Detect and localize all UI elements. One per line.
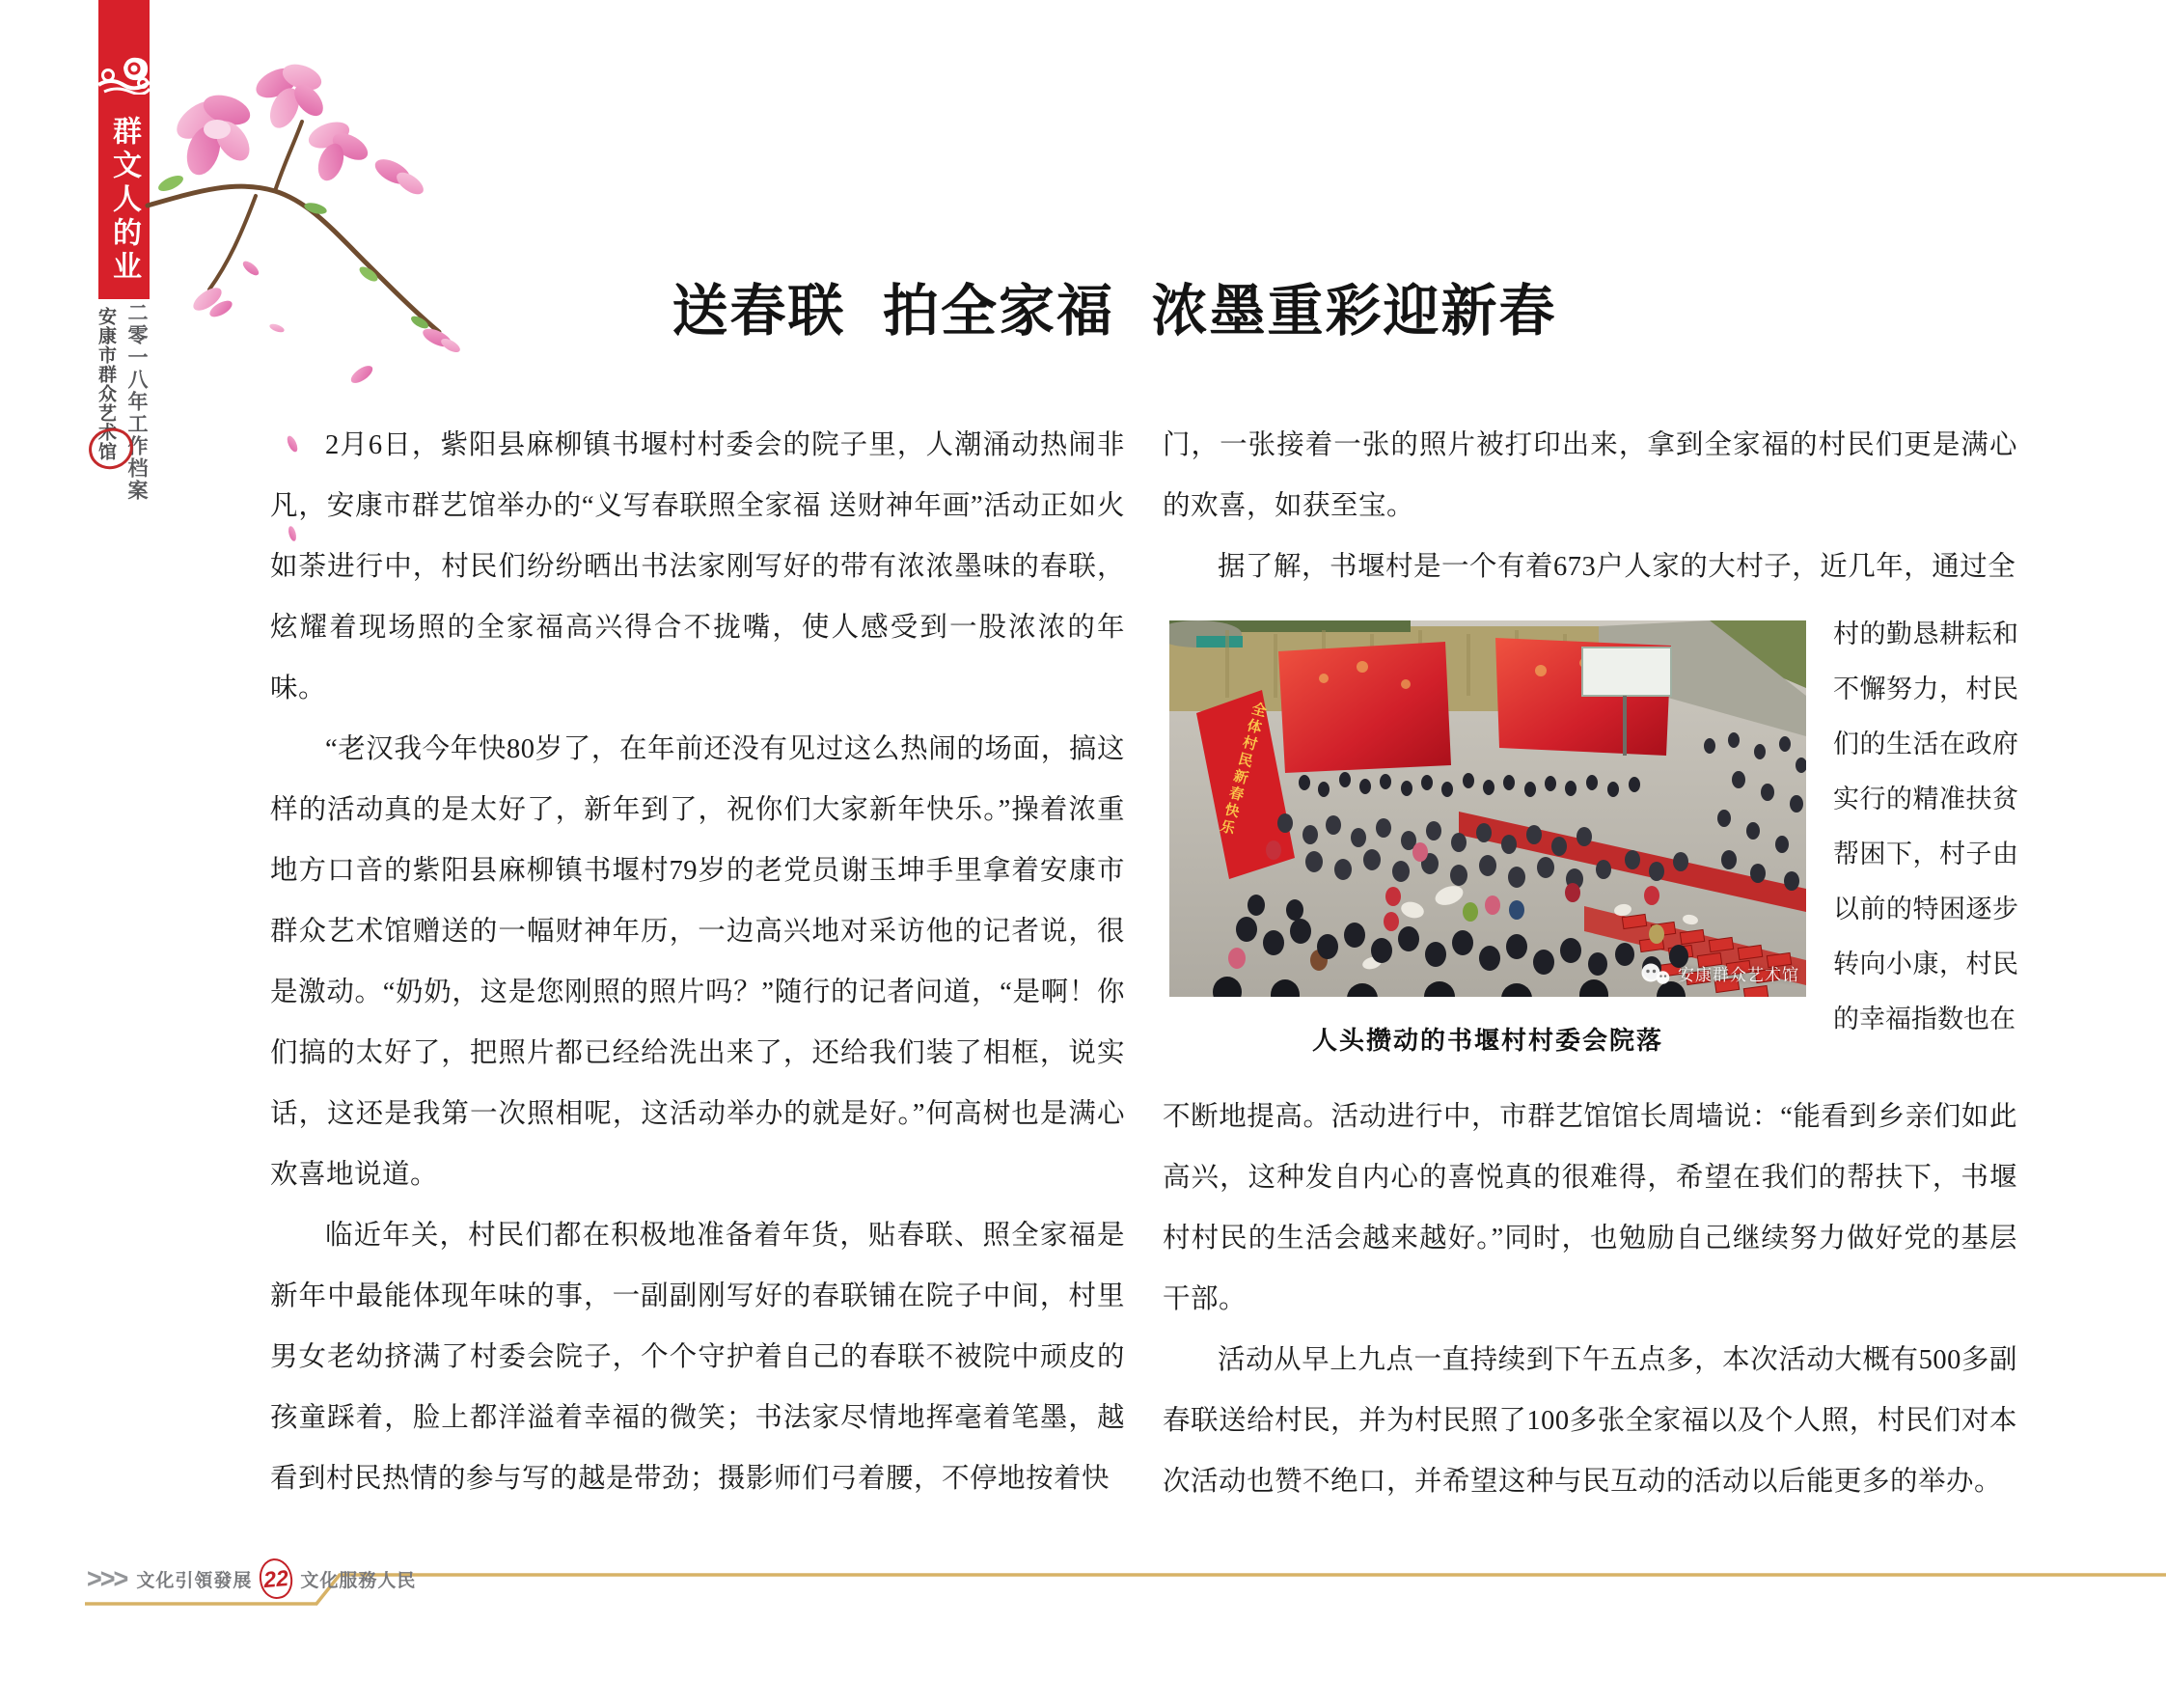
wechat-icon (1640, 963, 1671, 987)
article-title: 送春联 拍全家福 浓墨重彩迎新春 (672, 279, 1557, 343)
sidebar-red-banner (57, 0, 150, 299)
footer (87, 1561, 416, 1596)
sidebar-archive-label: 二零一八年工作档案 (125, 302, 148, 502)
article-right-column (1163, 415, 2017, 1512)
footer-right-label: 文化服務人民 (300, 1570, 417, 1591)
paragraph: 2月6日，紫阳县麻柳镇书堰村村委会的院子里，人潮涌动热闹非凡，安康市群艺馆举办的“义写春联照全家福 送财神年画”活动正如火如荼进行中，村民们纷纷晒出书法家刚写好的带有浓浓墨味的春联，炫耀着现场照的全家福高兴得合不拢嘴，使人感受到一股浓浓的年味。 (270, 430, 1125, 703)
courtyard-photo-art (1169, 620, 1806, 997)
paragraph-beside-photo: 村的勤恳耕耘和不懈努力，村民们的生活在政府实行的精准扶贫帮困下，村子由以前的特困逐步转向小康，村民的幸福指数也在 (1833, 620, 2018, 1033)
photo-watermark (1640, 945, 1799, 997)
photo-caption: 人头攒动的书堰村村委会院落 (1311, 1027, 1663, 1055)
photo-banner-text: 全体村民新春快乐 (1216, 700, 1269, 839)
courtyard-photo (1169, 620, 1806, 997)
chevrons-icon: >>> (87, 1562, 127, 1594)
sidebar-banner-title: 群文人的业绩 (57, 115, 140, 285)
sidebar-org-signature: 安康市群众艺术馆 (96, 307, 116, 461)
paragraph: 据了解，书堰村是一个有着673户人家的大村子，近几年，通过全 (1218, 552, 2016, 582)
paragraph: 不断地提高。活动进行中，市群艺馆馆长周墙说：“能看到乡亲们如此高兴，这种发自内心的喜悦真的很难得，希望在我们的帮扶下，书堰村村民的生活会越来越好。”同时，也勉励自己继续努力做好党的基层干部。 (1163, 1102, 2017, 1314)
paragraph: 临近年关，村民们都在积极地准备着年货，贴春联、照全家福是新年中最能体现年味的事，一副副刚写好的春联铺在院子中间，村里男女老幼挤满了村委会院子，个个守护着自己的春联不被院中顽皮的孩童踩着，脸上都洋溢着幸福的微笑；书法家尽情地挥毫着笔墨，越看到村民热情的参与写的越是带劲；摄影师们弓着腰，不停地按着快 (270, 1221, 1125, 1494)
article-figure (1169, 620, 1806, 1071)
photo-row (1163, 597, 2017, 1071)
paragraph: 活动从早上九点一直持续到下午五点多，本次活动大概有500多副春联送给村民，并为村民照了100多张全家福以及个人照，村民们对本次活动也赞不绝口，并希望这种与民互动的活动以后能更多的举办。 (1163, 1345, 2017, 1497)
article-left-column (270, 415, 1125, 1509)
cloud-ornament-icon (98, 46, 150, 95)
paragraph: “老汉我今年快80岁了，在年前还没有见过这么热闹的场面，搞这样的活动真的是太好了，新年到了，祝你们大家新年快乐。”操着浓重地方口音的紫阳县麻柳镇书堰村79岁的老党员谢玉坤手里拿着安康市群众艺术馆赠送的一幅财神年历，一边高兴地对采访他的记者说，很是激动。“奶奶，这是您刚照的照片吗？”随行的记者问道，“是啊！你们搞的太好了，把照片都已经给洗出来了，还给我们装了相框，说实话，这还是我第一次照相呢，这活动举办的就是好。”何高树也是满心欢喜地说道。 (270, 734, 1125, 1190)
paragraph: 门，一张接着一张的照片被打印出来，拿到全家福的村民们更是满心的欢喜，如获至宝。 (1163, 430, 2017, 521)
footer-left-label: 文化引領發展 (136, 1570, 253, 1591)
page-number-badge: 22 (259, 1557, 295, 1601)
photo-watermark-label: 安康群众艺术馆 (1678, 966, 1799, 984)
